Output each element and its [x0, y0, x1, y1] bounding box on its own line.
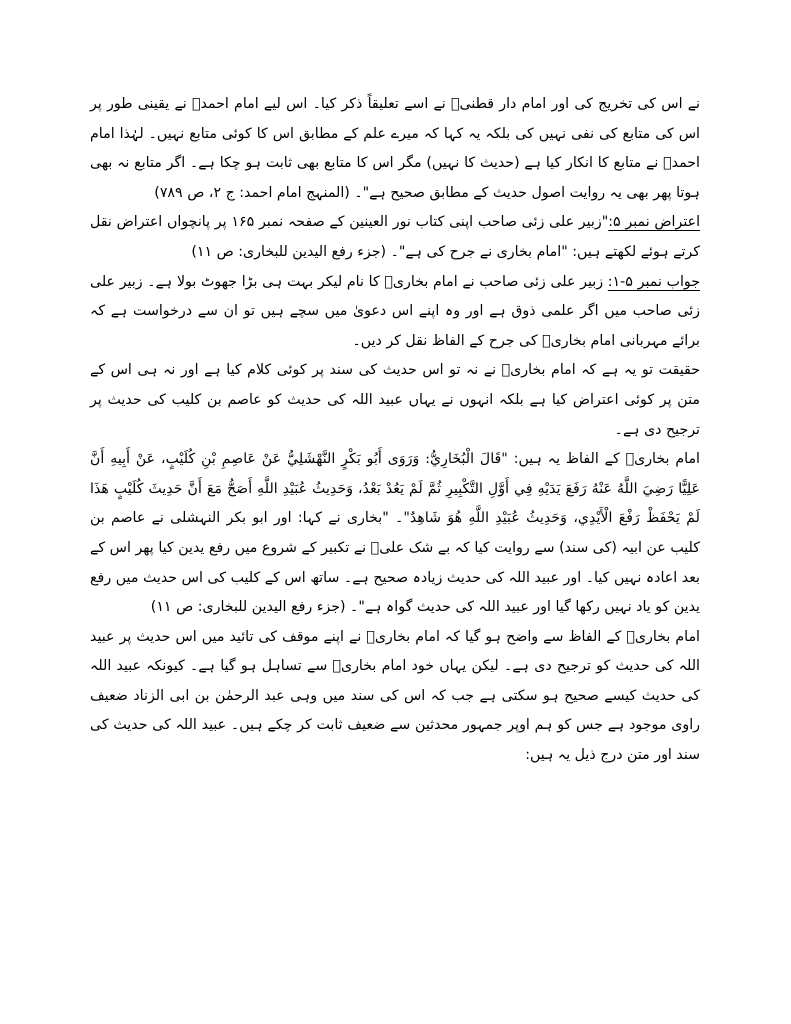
answer-text: زبیر علی زئی صاحب نے امام بخاریؒ کا نام لیکر بہت ہی بڑا جھوٹ بولا ہے۔ زبیر علی زئی صاحب میں اگر علمی ذوق ہے اور وہ اپنے اس دعویٰ میں سچے ہیں تو ان سے درخواست ہے کہ برائے مہربانی امام بخاریؒ کی جرح کے الفاظ نقل کر دیں۔ [90, 273, 700, 349]
arabic-quote: "قَالَ الْبُخَارِيُّ: وَرَوَى أَبُو بَكْرٍ النَّهْشَلِيُّ عَنْ عَاصِمِ بْنِ كُلَيْبٍ، عَنْ أَبِيهِ أَنَّ عَلِيًّا رَضِيَ اللَّهُ عَنْهُ رَفَعَ يَدَيْهِ فِي أَوَّلِ التَّكْبِيرِ ثُمَّ لَمْ يَعُدْ بَعْدُ، وَحَدِيثُ عُبَيْدِ اللَّهِ أَصَحُّ مَعَ أَنَّ حَدِيثَ كُلَيْبٍ هَذَا لَمْ يَحْفَظْ رَفْعَ الْأَيْدِي، وَحَدِيثُ عُبَيْدِ اللَّهِ هُوَ شَاهِدٌ" [90, 451, 701, 527]
answer-heading: جواب نمبر ۵-۱: [607, 273, 700, 290]
quote-translation: ۔ "بخاری نے کہا: اور ابو بکر النہشلی نے عاصم بن کلیب عن ابیہ (کی سند) سے روایت کیا کہ بے شک علیؓ نے تکبیر کے شروع میں رفع یدین کیا پھر اس کے بعد اعادہ نہیں کیا۔ اور عبید اللہ کی حدیث زیادہ صحیح ہے۔ ساتھ اس کے کلیب کی اس حدیث میں رفع یدین کو یاد نہیں رکھا گیا اور عبید اللہ کی حدیث گواہ ہے"۔ (جزء رفع الیدین للبخاری: ص ۱۱) [90, 510, 700, 616]
paragraph-bukhari-quote [90, 445, 700, 623]
objection-heading: اعتراض نمبر ۵: [608, 214, 701, 231]
paragraph-1: نے اس کی تخریج کی اور امام دار قطنیؒ نے اسے تعلیقاً ذکر کیا۔ اس لیے امام احمدؒ نے یقینی طور پر اس کی متابع کی نفی نہیں کی بلکہ یہ کہا کہ میرے علم کے مطابق اس کا کوئی متابع نہیں۔ لہٰذا امام احمدؒ نے متابع کا انکار کیا ہے (حدیث کا نہیں) مگر اس کا متابع بھی ثابت ہو چکا ہے۔ اگر متابع نہ بھی ہوتا پھر بھی یہ روایت اصول حدیث کے مطابق صحیح ہے"۔ (المنہج امام احمد: ج ۲، ص ۷۸۹) [90, 96, 700, 201]
paragraph-answer-5-1 [90, 268, 700, 357]
paragraph-6: امام بخاریؒ کے الفاظ سے واضح ہو گیا کہ امام بخاریؒ نے اپنے موقف کی تائید میں اس حدیث پر عبید اللہ کی حدیث کو ترجیح دی ہے۔ لیکن یہاں خود امام بخاریؒ سے تساہل ہو گیا ہے۔ کیونکہ عبید اللہ کی حدیث کیسے صحیح ہو سکتی ہے جب کہ اس کی سند میں وہی عبد الرحمٰن بن ابی الزناد ضعیف راوی موجود ہے جس کو ہم اوپر جمہور محدثین سے ضعیف ثابت کر چکے ہیں۔ عبید اللہ کی حدیث کی سند اور متن درج ذیل یہ ہیں: [90, 628, 700, 764]
paragraph-4: حقیقت تو یہ ہے کہ امام بخاریؒ نے نہ تو اس حدیث کی سند پر کوئی کلام کیا ہے اور نہ ہی اس کے متن پر کوئی اعتراض کیا ہے بلکہ انہوں نے یہاں عبید اللہ کی حدیث کو عاصم بن کلیب کی حدیث پر ترجیح دی ہے۔ [90, 362, 700, 438]
paragraph-objection-5 [90, 208, 700, 267]
quote-intro: امام بخاریؒ کے الفاظ یہ ہیں: [507, 451, 700, 468]
objection-text: "زبیر علی زئی صاحب اپنی کتاب نور العینین کے صفحہ نمبر ۱۶۵ پر پانچواں اعتراض نقل کرتے ہوئے لکھتے ہیں: "امام بخاری نے جرح کی ہے"۔ (جزء رفع الیدین للبخاری: ص ۱۱) [90, 214, 700, 260]
document-page [90, 90, 700, 771]
